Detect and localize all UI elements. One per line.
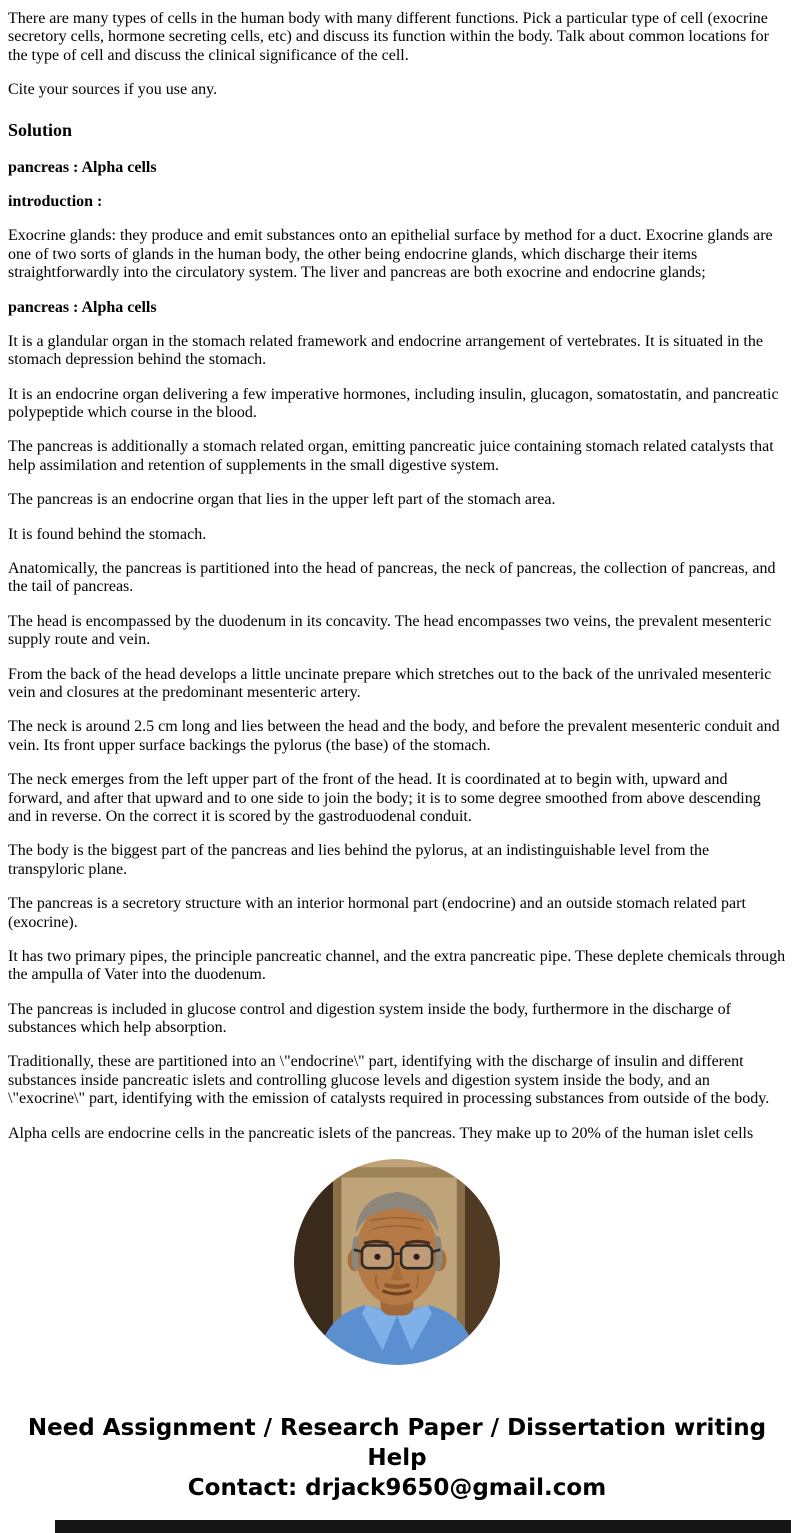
cite-note: Cite your sources if you use any.: [8, 81, 218, 99]
solution-paragraph: The pancreas is included in glucose control and digestion system inside the body, furthermore in the discharge of substances which help absorption.: [8, 1000, 731, 1037]
solution-paragraph: It has two primary pipes, the principle pancreatic channel, and the extra pancreatic pipe. These deplete chemicals through the ampulla of Vater into the duodenum.: [8, 947, 786, 984]
contact-email: Contact: drjack9650@gmail.com: [187, 1475, 607, 1502]
solution-subheading: pancreas : Alpha cells: [8, 158, 157, 176]
solution-subheading: pancreas : Alpha cells: [8, 298, 157, 316]
solution-heading: Solution: [8, 119, 73, 140]
question-paragraph: There are many types of cells in the human body with many different functions. Pick a particular type of cell (exocrine secretory cells, hormone secreting cells, etc) and discuss its function within the body. Talk about common locations for the type of cell and discuss the clinical significance of the cell.: [8, 10, 769, 64]
solution-paragraph: It is an endocrine organ delivering a few imperative hormones, including insulin, glucagon, somatostatin, and pancreatic polypeptide which course in the blood.: [8, 385, 779, 422]
footer-heading: Need Assignment / Research Paper / Dissertation writing Help: [27, 1415, 767, 1472]
avatar: [0, 1159, 794, 1365]
solution-subheading: introduction :: [8, 192, 103, 210]
solution-paragraph: The body is the biggest part of the pancreas and lies behind the pylorus, at an indistinguishable level from the transpyloric plane.: [8, 842, 710, 878]
solution-paragraph: Anatomically, the pancreas is partitioned into the head of pancreas, the neck of pancreas, the collection of pancreas, and the tail of pancreas.: [8, 560, 776, 596]
solution-paragraph: The neck emerges from the left upper part of the front of the head. It is coordinated at to begin with, upward and forward, and after that upward and to one side to join the body; it is to some degree smoothed from above descending and in reverse. On the correct it is scored by the gastroduodenal conduit.: [8, 771, 761, 825]
solution-paragraph: Exocrine glands: they produce and emit substances onto an epithelial surface by method for a duct. Exocrine glands are one of two sorts of glands in the human body, the other being endocrine glands, which discharge their items straightforwardly into the circulatory system. The liver and pancreas are both exocrine and endocrine glands;: [8, 227, 773, 282]
bottom-bar: [55, 1520, 791, 1533]
page: [0, 10, 794, 1533]
solution-paragraph: The neck is around 2.5 cm long and lies between the head and the body, and before the prevalent mesenteric conduit and vein. Its front upper surface backings the pylorus (the base) of the stomach.: [8, 718, 780, 754]
document-body: [0, 10, 794, 1143]
solution-paragraph: The pancreas is an endocrine organ that lies in the upper left part of the stomach area.: [8, 491, 556, 509]
solution-paragraph: From the back of the head develops a little uncinate prepare which stretches out to the back of the unrivaled mesenteric vein and closures at the predominant mesenteric artery.: [8, 665, 772, 701]
solution-paragraph: Traditionally, these are partitioned into an \"endocrine\" part, identifying with the discharge of insulin and different substances inside pancreatic islets and controlling glucose levels and digestion system inside the body, and an \"exocrine\" part, identifying with the emission of catalysts required in processing substances from outside of the body.: [8, 1053, 770, 1108]
footer: [0, 1413, 794, 1503]
solution-paragraph: It is a glandular organ in the stomach related framework and endocrine arrangement of vertebrates. It is situated in the stomach depression behind the stomach.: [8, 332, 763, 369]
person-photo: [294, 1159, 500, 1365]
solution-paragraph: It is found behind the stomach.: [8, 525, 207, 543]
solution-paragraph: The pancreas is additionally a stomach related organ, emitting pancreatic juice containing stomach related catalysts that help assimilation and retention of supplements in the small digestive system.: [8, 438, 774, 474]
solution-paragraph: The head is encompassed by the duodenum in its concavity. The head encompasses two veins, the prevalent mesenteric supply route and vein.: [8, 612, 772, 649]
solution-paragraph: The pancreas is a secretory structure with an interior hormonal part (endocrine) and an outside stomach related part (exocrine).: [8, 895, 746, 931]
solution-paragraph: Alpha cells are endocrine cells in the pancreatic islets of the pancreas. They make up to 20% of the human islet cells: [8, 1124, 754, 1142]
